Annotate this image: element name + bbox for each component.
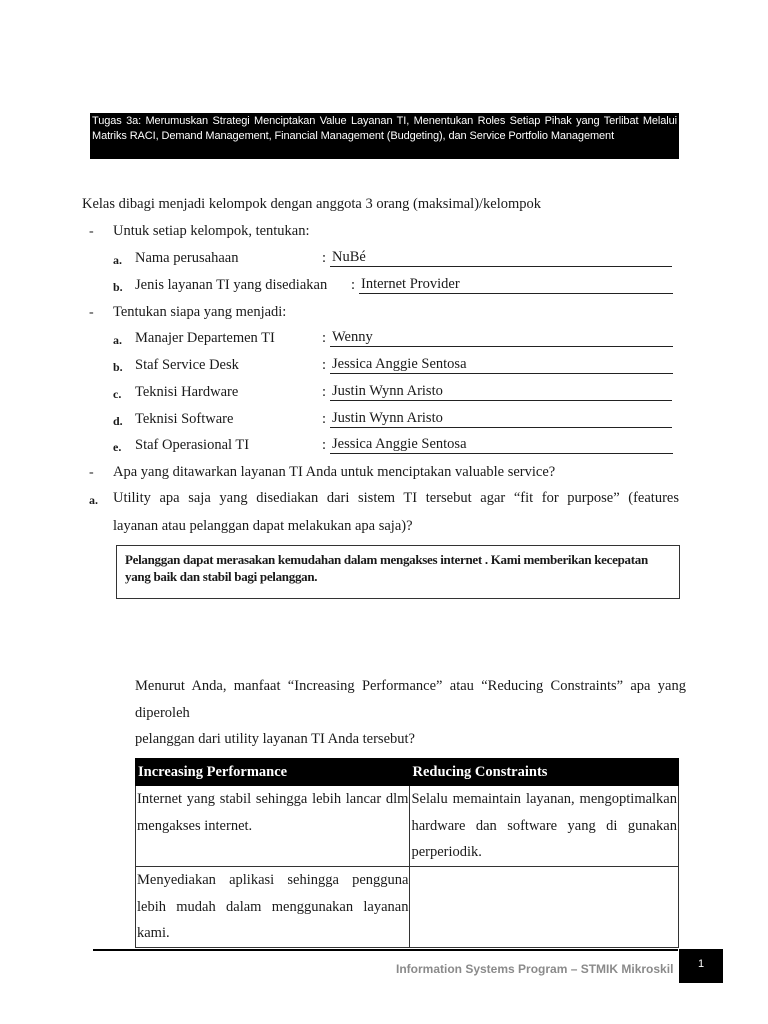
footer-program-text: Information Systems Program – STMIK Mikroskil xyxy=(396,962,674,976)
item-letter: c. xyxy=(113,387,122,401)
it-manager-field: Wenny xyxy=(330,329,673,347)
colon: : xyxy=(322,384,327,400)
utility-answer-box: Pelanggan dapat merasakan kemudahan dalam mengakses internet . Kami memberikan kecepatan yang baik dan stabil bagi pelanggan. xyxy=(116,545,680,599)
item-letter: a. xyxy=(113,253,122,267)
benefit-table xyxy=(135,758,679,948)
label-software-tech: Teknisi Software xyxy=(135,411,234,427)
utility-question-line1: Utility apa saja yang disediakan dari sistem TI tersebut agar “fit for purpose” (features xyxy=(113,490,679,506)
table-cell: Internet yang stabil sehingga lebih lancar dlm mengakses internet. xyxy=(136,786,410,867)
table-cell: Menyediakan aplikasi sehingga pengguna lebih mudah dalam menggunakan layanan kami. xyxy=(136,867,410,948)
ops-staff-field: Jessica Anggie Sentosa xyxy=(330,436,673,454)
header-reducing-constraints: Reducing Constraints xyxy=(410,759,679,786)
colon: : xyxy=(322,411,327,427)
company-name-field: NuBé xyxy=(330,249,672,267)
service-desk-field: Jessica Anggie Sentosa xyxy=(330,356,673,374)
colon: : xyxy=(322,357,327,373)
intro-text: Kelas dibagi menjadi kelompok dengan anggota 3 orang (maksimal)/kelompok xyxy=(82,196,542,212)
assignment-header: Tugas 3a: Merumuskan Strategi Menciptakan Value Layanan TI, Menentukan Roles Setiap Pihak yang Terlibat Melalui Matriks RACI, Demand Management, Financial Management (Budgeting), dan Service Portfolio Management xyxy=(90,113,679,159)
item-letter: e. xyxy=(113,440,122,454)
colon: : xyxy=(322,250,327,266)
page-number: 1 xyxy=(679,949,723,983)
benefit-question-line1: Menurut Anda, manfaat “Increasing Performance” atau “Reducing Constraints” apa yang xyxy=(135,678,686,694)
table-cell: Selalu memaintain layanan, mengoptimalkan hardware dan software yang di gunakan perperiodik. xyxy=(410,786,679,867)
item-letter: d. xyxy=(113,414,123,428)
hardware-tech-field: Justin Wynn Aristo xyxy=(330,383,672,401)
label-hardware-tech: Teknisi Hardware xyxy=(135,384,239,400)
benefit-question-line2: diperoleh xyxy=(135,705,190,721)
header-increasing-performance: Increasing Performance xyxy=(136,759,410,786)
label-service-type: Jenis layanan TI yang disediakan xyxy=(135,277,328,293)
footer-divider xyxy=(93,949,678,951)
software-tech-field: Justin Wynn Aristo xyxy=(330,410,672,428)
utility-question-line2: layanan atau pelanggan dapat melakukan apa saja)? xyxy=(113,518,413,534)
valuable-service-question: Apa yang ditawarkan layanan TI Anda untuk menciptakan valuable service? xyxy=(113,464,556,480)
item-letter: a. xyxy=(89,493,98,507)
benefit-question-line3: pelanggan dari utility layanan TI Anda tersebut? xyxy=(135,731,415,747)
item-letter: b. xyxy=(113,280,123,294)
bullet-dash: - xyxy=(89,305,94,320)
label-service-desk: Staf Service Desk xyxy=(135,357,239,373)
table-row xyxy=(136,786,679,867)
table-row xyxy=(136,867,679,948)
section2-title: Tentukan siapa yang menjadi: xyxy=(113,304,287,320)
colon: : xyxy=(351,277,356,293)
label-ops-staff: Staf Operasional TI xyxy=(135,437,250,453)
section1-title: Untuk setiap kelompok, tentukan: xyxy=(113,223,310,239)
bullet-dash: - xyxy=(89,465,94,480)
bullet-dash: - xyxy=(89,224,94,239)
label-company-name: Nama perusahaan xyxy=(135,250,239,266)
colon: : xyxy=(322,330,327,346)
label-it-manager: Manajer Departemen TI xyxy=(135,330,275,346)
table-header-row xyxy=(136,759,679,786)
item-letter: b. xyxy=(113,360,123,374)
item-letter: a. xyxy=(113,333,122,347)
colon: : xyxy=(322,437,327,453)
service-type-field: Internet Provider xyxy=(359,276,673,294)
table-cell xyxy=(410,867,679,948)
